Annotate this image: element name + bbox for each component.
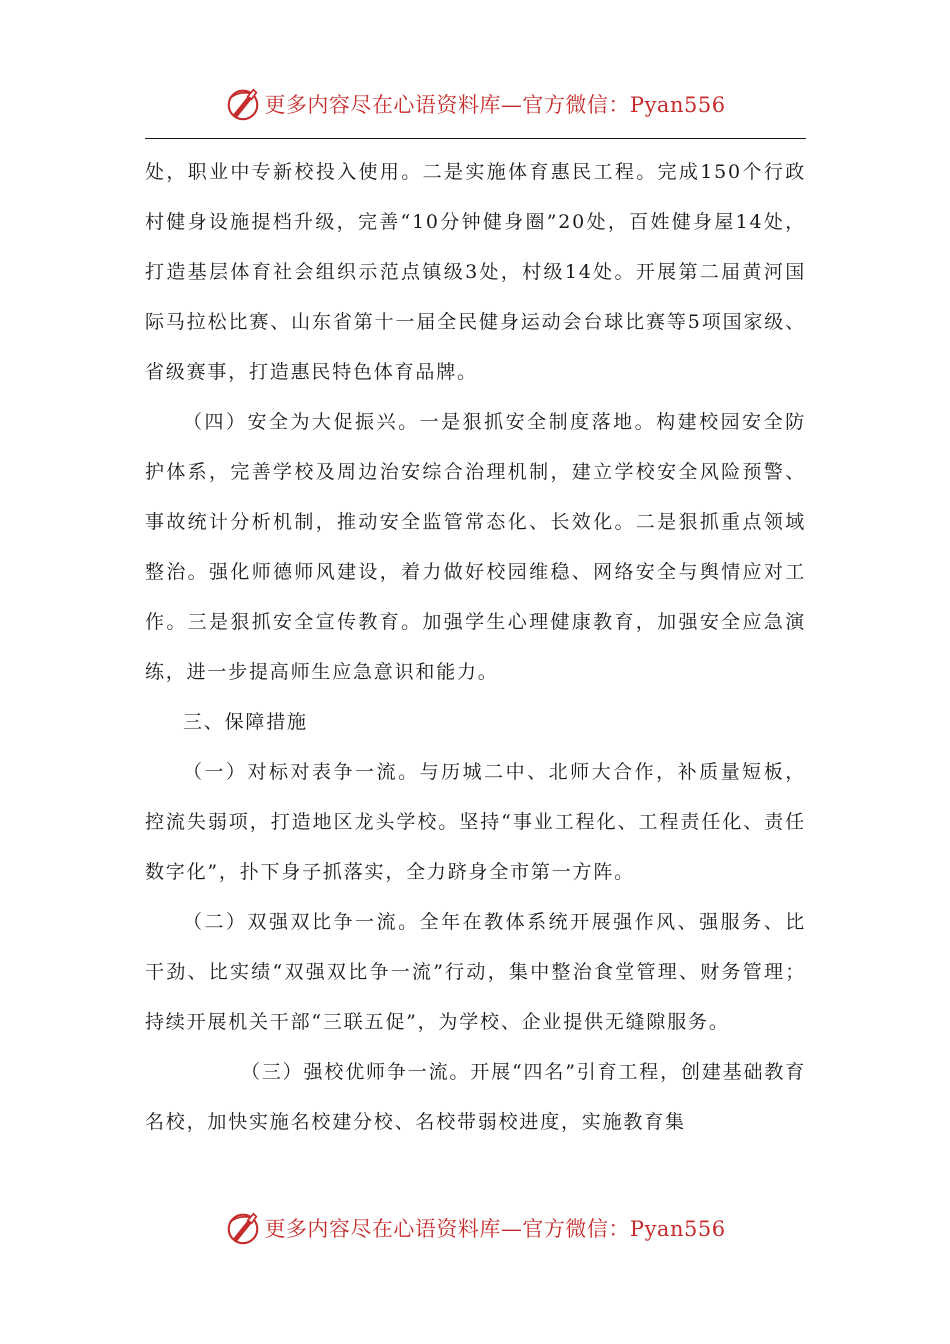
header-watermark [0, 84, 950, 124]
paragraph-continuation: 处，职业中专新校投入使用。二是实施体育惠民工程。完成150个行政村健身设施提档升级，完善“10分钟健身圈”20处，百姓健身屋14处，打造基层体育社会组织示范点镇级3处，村级14处。开展第二届黄河国际马拉松比赛、山东省第十一届全民健身运动会台球比赛等5项国家级、省级赛事，打造惠民特色体育品牌。 [145, 161, 806, 383]
paragraph-safety: （四）安全为大促振兴。一是狠抓安全制度落地。构建校园安全防护体系，完善学校及周边治安综合治理机制，建立学校安全风险预警、事故统计分析机制，推动安全监管常态化、长效化。二是狠抓重点领域整治。强化师德师风建设，着力做好校园维稳、网络安全与舆情应对工作。三是狠抓安全宣传教育。加强学生心理健康教育，加强安全应急演练，进一步提高师生应急意识和能力。 [145, 411, 806, 683]
footer-watermark-text: 更多内容尽在心语资料库—官方微信：Pyan556 [264, 1217, 726, 1241]
footer-watermark [0, 1208, 950, 1248]
paragraph-benchmark: （一）对标对表争一流。与历城二中、北师大合作，补质量短板，控流失弱项，打造地区龙头学校。坚持“事业工程化、工程责任化、责任数字化”，扑下身子抓落实，全力跻身全市第一方阵。 [145, 761, 806, 883]
document-body [145, 147, 806, 1147]
paragraph-double-strong: （二）双强双比争一流。全年在教体系统开展强作风、强服务、比干劲、比实绩“双强双比争一流”行动，集中整治食堂管理、财务管理；持续开展机关干部“三联五促”，为学校、企业提供无缝隙服务。 [145, 911, 806, 1033]
paragraph-strong-schools: （三）强校优师争一流。开展“四名”引育工程，创建基础教育名校，加快实施名校建分校、名校带弱校进度，实施教育集 [145, 1061, 806, 1133]
section-heading-measures: 三、保障措施 [183, 711, 308, 733]
pen-circle-logo-icon [224, 1209, 262, 1247]
pen-circle-logo-icon [224, 85, 262, 123]
header-divider [145, 138, 806, 139]
header-watermark-text: 更多内容尽在心语资料库—官方微信：Pyan556 [264, 93, 726, 117]
